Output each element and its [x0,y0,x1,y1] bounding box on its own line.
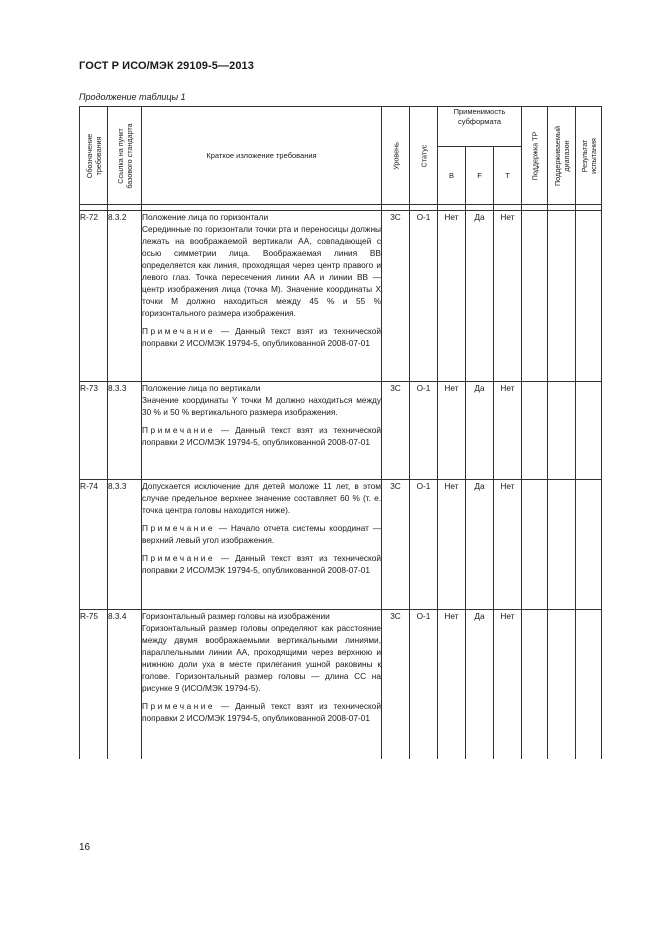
header-summary: Краткое изложение требования [142,107,382,205]
note-label: Примечание [142,326,216,336]
row-reference: 8.3.2 [108,211,142,382]
row-id: R-72 [80,211,108,382]
row-subformat-f: Да [466,382,494,480]
note-label: Примечание [142,425,216,435]
row-subformat-b: Нет [438,211,466,382]
row-subformat-t: Нет [494,382,522,480]
header-subformat-t: T [494,147,522,205]
note-text: — Начало отчета системы координат — верхний левый угол изображения. [142,523,381,545]
row-tp-support [522,211,548,382]
header-status: Статус [410,107,438,205]
header-subformat-f: F [466,147,494,205]
row-test-result [576,480,602,610]
table-continuation-caption: Продолжение таблицы 1 [79,92,186,102]
row-subformat-b: Нет [438,480,466,610]
row-subformat-t: Нет [494,610,522,759]
header-test-result: Результат испытания [576,107,602,205]
row-supported-range [548,480,576,610]
row-status: О-1 [410,211,438,382]
row-note-secondary [142,552,381,576]
row-status: О-1 [410,480,438,610]
row-subformat-t: Нет [494,211,522,382]
requirements-table [79,106,602,759]
row-subformat-t: Нет [494,480,522,610]
row-tp-support [522,382,548,480]
row-reference: 8.3.4 [108,610,142,759]
table-row [80,610,602,759]
row-reference: 8.3.3 [108,382,142,480]
header-level: Уровень [382,107,410,205]
row-summary [142,382,382,480]
header-subformat-b: B [438,147,466,205]
note-text: — Данный текст взят из технической поправки 2 ИСО/МЭК 19794-5, опубликованной 2008-07-01 [142,701,381,723]
row-level: 3С [382,480,410,610]
table-row [80,211,602,382]
row-level: 3С [382,382,410,480]
header-applicability: Применимость субформата [438,107,522,147]
note-text: — Данный текст взят из технической поправки 2 ИСО/МЭК 19794-5, опубликованной 2008-07-01 [142,553,381,575]
row-id: R-73 [80,382,108,480]
header-supported-range: Поддерживаемый диапазон [548,107,576,205]
page-number: 16 [79,842,91,853]
note-label: Примечание [142,523,216,533]
row-status: О-1 [410,382,438,480]
row-summary [142,610,382,759]
note-text: — Данный текст взят из технической поправки 2 ИСО/МЭК 19794-5, опубликованной 2008-07-01 [142,425,381,447]
row-subformat-b: Нет [438,382,466,480]
note-text: — Данный текст взят из технической поправки 2 ИСО/МЭК 19794-5, опубликованной 2008-07-01 [142,326,381,348]
note-label: Примечание [142,553,216,563]
row-test-result [576,610,602,759]
row-note [142,325,381,349]
row-level: 3С [382,211,410,382]
row-text: Допускается исключение для детей моложе 11 лет, в этом случае предельное верхнее значение составляет 60 % (т. е. точка центра головы находится ниже). [142,481,381,515]
row-note [142,424,381,448]
row-text: Положение лица по вертикали Значение координаты Y точки М должно находиться между 30 % и 50 % вертикального размера изображения. [142,383,381,417]
row-subformat-f: Да [466,610,494,759]
row-supported-range [548,610,576,759]
row-text: Горизонтальный размер головы на изображении Горизонтальный размер головы определяют как расстояние между двумя воображаемыми вертикальными линиями, параллельными линии АА, проходящими через верхнюю и нижнюю доли уха в месте прилегания ушной раковины к голове. Горизонтальный размер головы — длина СС на рисунке 9 (ИСО/МЭК 19794-5). [142,611,381,693]
row-note [142,522,381,546]
row-test-result [576,382,602,480]
row-level: 3С [382,610,410,759]
header-tp-support: Поддержка ТР [522,107,548,205]
row-id: R-75 [80,610,108,759]
row-test-result [576,211,602,382]
row-status: О-1 [410,610,438,759]
row-note [142,700,381,724]
header-reference: Ссылка на пункт базового стандарта [108,107,142,205]
row-supported-range [548,211,576,382]
table-header-row [80,107,602,147]
row-reference: 8.3.3 [108,480,142,610]
document-title: ГОСТ Р ИСО/МЭК 29109-5—2013 [79,60,254,72]
row-id: R-74 [80,480,108,610]
row-text: Положение лица по горизонтали Серединные по горизонтали точки рта и переносицы должны лежать на воображаемой вертикали АА, совпадающей с осью симметрии лица. Воображаемая линия ВВ определяется как линия, проходящая через центр правого и левого глаз. Точка пересечения линии АА и линии ВВ — центр изображения лица (точка М). Значение координаты Х точки М должно находиться между 45 % и 55 % горизонтального размера изображения. [142,212,381,318]
row-summary [142,480,382,610]
row-summary [142,211,382,382]
table-row [80,480,602,610]
row-subformat-f: Да [466,480,494,610]
row-subformat-f: Да [466,211,494,382]
row-tp-support [522,480,548,610]
table-row [80,382,602,480]
row-tp-support [522,610,548,759]
row-supported-range [548,382,576,480]
note-label: Примечание [142,701,216,711]
row-subformat-b: Нет [438,610,466,759]
header-designation: Обозначение требования [80,107,108,205]
